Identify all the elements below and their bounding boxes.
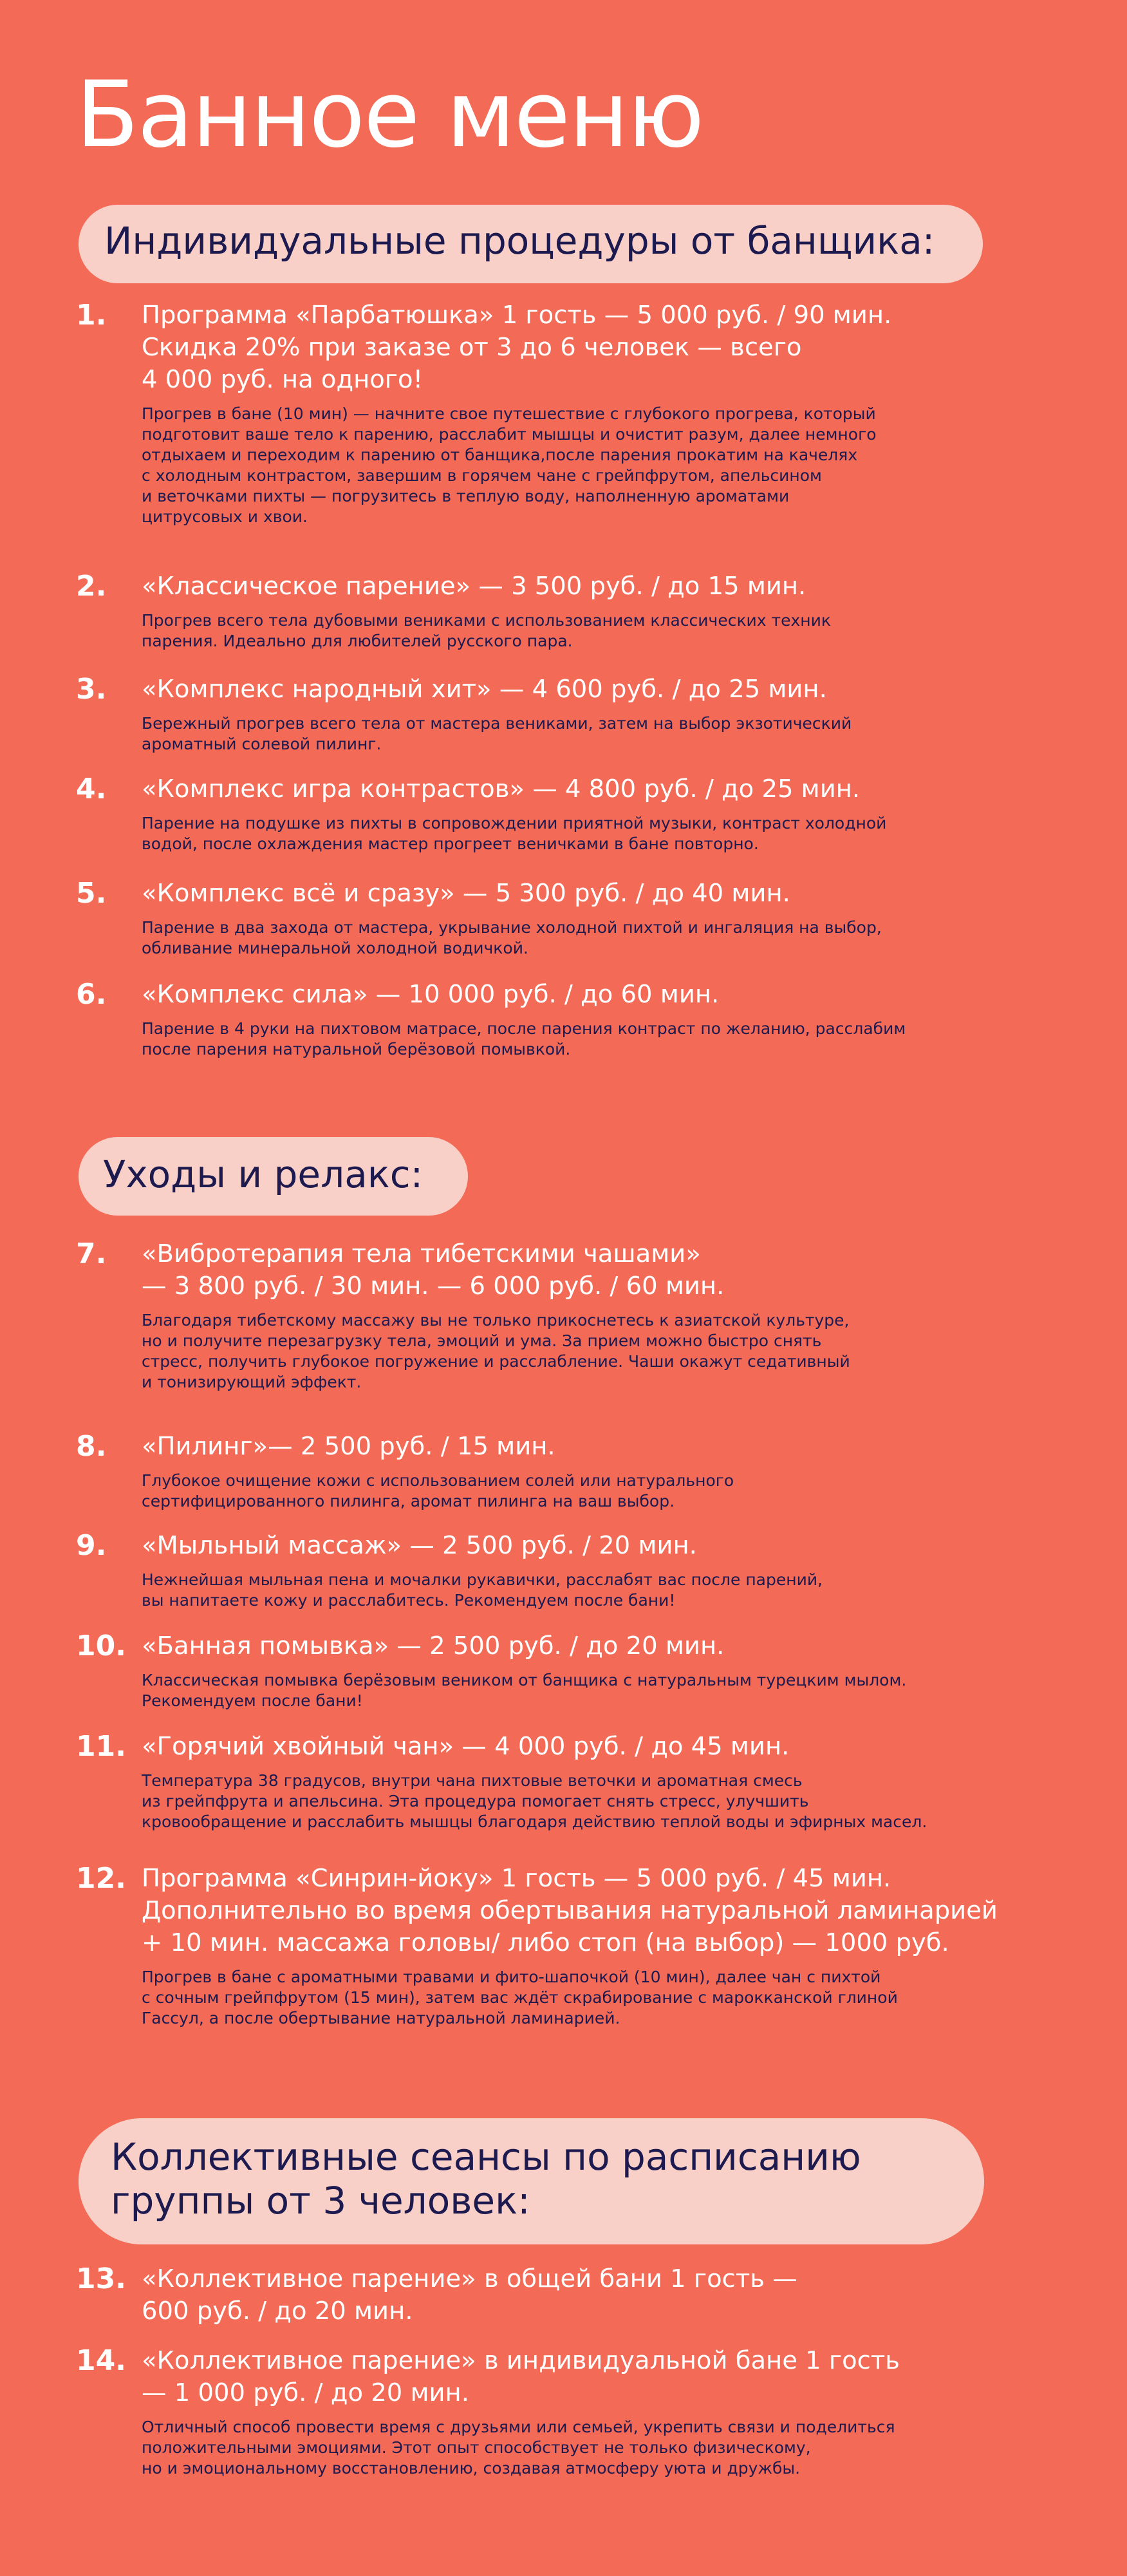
item-number: 1. xyxy=(76,299,107,332)
item-description xyxy=(142,713,1106,755)
item-description-line: обливание минеральной холодной водичкой. xyxy=(142,939,528,957)
item-title-line: «Комплекс игра контрастов» — 4 800 руб. / до 25 мин. xyxy=(142,775,861,804)
menu-item xyxy=(76,570,1106,652)
item-description-line: парения. Идеально для любителей русского пара. xyxy=(142,632,573,650)
menu-item xyxy=(76,1630,1106,1711)
item-description-line: Благодаря тибетскому массажу вы не только прикоснетесь к азиатской культуре, xyxy=(142,1311,850,1330)
item-number: 4. xyxy=(76,773,107,805)
menu-item xyxy=(76,773,1106,854)
item-description-line: Парение в 4 руки на пихтовом матрасе, после парения контраст по желанию, расслабим xyxy=(142,1019,906,1038)
item-title-line: 4 000 руб. на одного! xyxy=(142,365,424,394)
item-description-line: положительными эмоциями. Этот опыт способствует не только физическому, xyxy=(142,2438,811,2457)
item-description-line: Парение в два захода от мастера, укрывание холодной пихтой и ингаляция на выбор, xyxy=(142,918,882,937)
item-title-line: Программа «Парбатюшка» 1 гость — 5 000 руб. / 90 мин. xyxy=(142,301,892,330)
item-description-line: Глубокое очищение кожи с использованием солей или натурального xyxy=(142,1471,734,1490)
item-description-line: Прогрев в бане с ароматными травами и фито-шапочкой (10 мин), далее чан с пихтой xyxy=(142,1968,881,1986)
item-number: 11. xyxy=(76,1730,126,1763)
item-title xyxy=(142,673,1106,706)
item-number: 13. xyxy=(76,2262,126,2295)
item-description xyxy=(142,813,1106,854)
item-description xyxy=(142,1310,1106,1393)
item-number: 7. xyxy=(76,1237,107,1270)
item-title-line: — 3 800 руб. / 30 мин. — 6 000 руб. / 60 мин. xyxy=(142,1272,725,1301)
item-description-line: с сочным грейпфрутом (15 мин), затем вас ждёт скрабирование с марокканской глиной xyxy=(142,1988,898,2007)
item-description xyxy=(142,1967,1106,2029)
menu-item xyxy=(76,2263,1106,2327)
item-title xyxy=(142,299,1106,396)
item-title xyxy=(142,2263,1106,2327)
section-heading-care xyxy=(79,1137,468,1216)
item-title-line: «Коллективное парение» в индивидуальной бане 1 гость xyxy=(142,2346,900,2375)
item-title-line: «Классическое парение» — 3 500 руб. / до 15 мин. xyxy=(142,572,806,601)
item-description xyxy=(142,610,1106,652)
menu-item xyxy=(76,878,1106,959)
menu-item xyxy=(76,2345,1106,2479)
item-title-line: + 10 мин. массажа головы/ либо стоп (на выбор) — 1000 руб. xyxy=(142,1928,949,1957)
item-description-line: Прогрев всего тела дубовыми вениками с использованием классических техник xyxy=(142,611,831,630)
item-number: 2. xyxy=(76,570,107,603)
item-title xyxy=(142,878,1106,910)
item-description-line: из грейпфрута и апельсина. Эта процедура помогает снять стресс, улучшить xyxy=(142,1792,809,1810)
item-title-line: «Вибротерапия тела тибетскими чашами» xyxy=(142,1239,701,1268)
page-title: Банное меню xyxy=(76,62,703,168)
item-description xyxy=(142,1570,1106,1611)
item-title-line: 600 руб. / до 20 мин. xyxy=(142,2297,413,2326)
item-title-line: «Банная помывка» — 2 500 руб. / до 20 мин. xyxy=(142,1631,725,1660)
item-title xyxy=(142,773,1106,805)
item-title xyxy=(142,1731,1106,1763)
item-title xyxy=(142,570,1106,603)
item-title xyxy=(142,1238,1106,1302)
item-description-line: после парения натуральной берёзовой помывкой. xyxy=(142,1040,571,1058)
item-title-line: «Пилинг»— 2 500 руб. / 15 мин. xyxy=(142,1432,555,1461)
item-title-line: Дополнительно во время обертывания натуральной ламинарией xyxy=(142,1896,998,1925)
menu-item xyxy=(76,1530,1106,1611)
item-number: 9. xyxy=(76,1529,107,1562)
section-heading-line: Уходы и релакс: xyxy=(103,1152,424,1196)
item-title xyxy=(142,979,1106,1011)
item-title-line: «Коллективное парение» в общей бани 1 гость — xyxy=(142,2264,797,2293)
item-description-line: вы напитаете кожу и расслабитесь. Рекомендуем после бани! xyxy=(142,1591,676,1610)
menu-item xyxy=(76,299,1106,527)
item-description-line: Бережный прогрев всего тела от мастера вениками, затем на выбор экзотический xyxy=(142,714,852,733)
item-description-line: Прогрев в бане (10 мин) — начните свое путешествие с глубокого прогрева, который xyxy=(142,404,876,423)
item-description-line: цитрусовых и хвои. xyxy=(142,507,308,526)
item-description-line: Температура 38 градусов, внутри чана пихтовые веточки и ароматная смесь xyxy=(142,1771,803,1790)
menu-item xyxy=(76,1431,1106,1512)
menu-item xyxy=(76,1238,1106,1393)
item-description-line: водой, после охлаждения мастер прогреет веничками в бане повторно. xyxy=(142,834,759,853)
item-title-line: «Комплекс сила» — 10 000 руб. / до 60 мин. xyxy=(142,980,720,1009)
item-description xyxy=(142,1670,1106,1711)
item-title xyxy=(142,1431,1106,1463)
item-description-line: ароматный солевой пилинг. xyxy=(142,735,382,753)
section-heading-line: Коллективные сеансы по расписанию xyxy=(111,2135,861,2179)
menu-item xyxy=(76,1863,1106,2029)
item-description-line: кровообращение и расслабить мышцы благодаря действию теплой воды и эфирных масел. xyxy=(142,1812,927,1831)
item-number: 10. xyxy=(76,1630,126,1662)
item-title-line: Программа «Синрин-йоку» 1 гость — 5 000 руб. / 45 мин. xyxy=(142,1864,891,1893)
item-title xyxy=(142,2345,1106,2409)
item-number: 14. xyxy=(76,2344,126,2377)
item-number: 3. xyxy=(76,673,107,706)
section-heading-line: Индивидуальные процедуры от банщика: xyxy=(104,219,935,263)
item-title-line: «Горячий хвойный чан» — 4 000 руб. / до 45 мин. xyxy=(142,1732,790,1761)
item-description-line: с холодным контрастом, завершим в горячем чане с грейпфрутом, апельсином xyxy=(142,466,822,485)
menu-item xyxy=(76,1731,1106,1832)
item-description xyxy=(142,1471,1106,1512)
item-number: 5. xyxy=(76,877,107,910)
item-description-line: отдыхаем и переходим к парению от банщика,после парения прокатим на качелях xyxy=(142,446,858,464)
item-description xyxy=(142,1019,1106,1060)
item-description-line: Нежнейшая мыльная пена и мочалки рукавички, расслабят вас после парений, xyxy=(142,1570,823,1589)
item-title xyxy=(142,1863,1106,1959)
item-description-line: подготовит ваше тело к парению, расслабит мышцы и очистит разум, далее немного xyxy=(142,425,877,444)
item-description xyxy=(142,1771,1106,1832)
item-title-line: «Мыльный массаж» — 2 500 руб. / 20 мин. xyxy=(142,1531,697,1560)
item-description-line: Гассул, а после обертывание натуральной ламинарией. xyxy=(142,2009,620,2027)
item-title-line: Скидка 20% при заказе от 3 до 6 человек — всего xyxy=(142,333,802,362)
item-number: 8. xyxy=(76,1430,107,1463)
item-description xyxy=(142,404,1106,527)
item-description xyxy=(142,2417,1106,2479)
item-title xyxy=(142,1530,1106,1562)
item-title-line: «Комплекс народный хит» — 4 600 руб. / до 25 мин. xyxy=(142,675,827,704)
item-description-line: Парение на подушке из пихты в сопровождении приятной музыки, контраст холодной xyxy=(142,814,887,832)
section-heading-line: группы от 3 человек: xyxy=(111,2179,530,2223)
item-number: 6. xyxy=(76,978,107,1011)
item-number: 12. xyxy=(76,1862,126,1895)
item-description-line: Рекомендуем после бани! xyxy=(142,1691,363,1710)
item-title-line: «Комплекс всё и сразу» — 5 300 руб. / до 40 мин. xyxy=(142,879,790,908)
item-title-line: — 1 000 руб. / до 20 мин. xyxy=(142,2378,469,2407)
item-description-line: но и эмоциональному восстановлению, создавая атмосферу уюта и дружбы. xyxy=(142,2459,801,2477)
section-heading-individual xyxy=(79,205,983,283)
item-description-line: Классическая помывка берёзовым веником от банщика с натуральным турецким мылом. xyxy=(142,1671,907,1689)
item-description-line: но и получите перезагрузку тела, эмоций и ума. За прием можно быстро снять xyxy=(142,1331,822,1350)
item-description-line: и веточками пихты — погрузитесь в теплую воду, наполненную ароматами xyxy=(142,487,790,505)
item-title xyxy=(142,1630,1106,1662)
menu-item xyxy=(76,673,1106,755)
item-description-line: сертифицированного пилинга, аромат пилинга на ваш выбор. xyxy=(142,1492,675,1510)
item-description-line: Отличный способ провести время с друзьями или семьей, укрепить связи и поделиться xyxy=(142,2418,895,2436)
section-heading-group xyxy=(79,2118,984,2244)
item-description-line: и тонизирующий эффект. xyxy=(142,1373,362,1391)
item-description xyxy=(142,917,1106,959)
item-description-line: стресс, получить глубокое погружение и расслабление. Чаши окажут седативный xyxy=(142,1352,850,1371)
menu-item xyxy=(76,979,1106,1060)
